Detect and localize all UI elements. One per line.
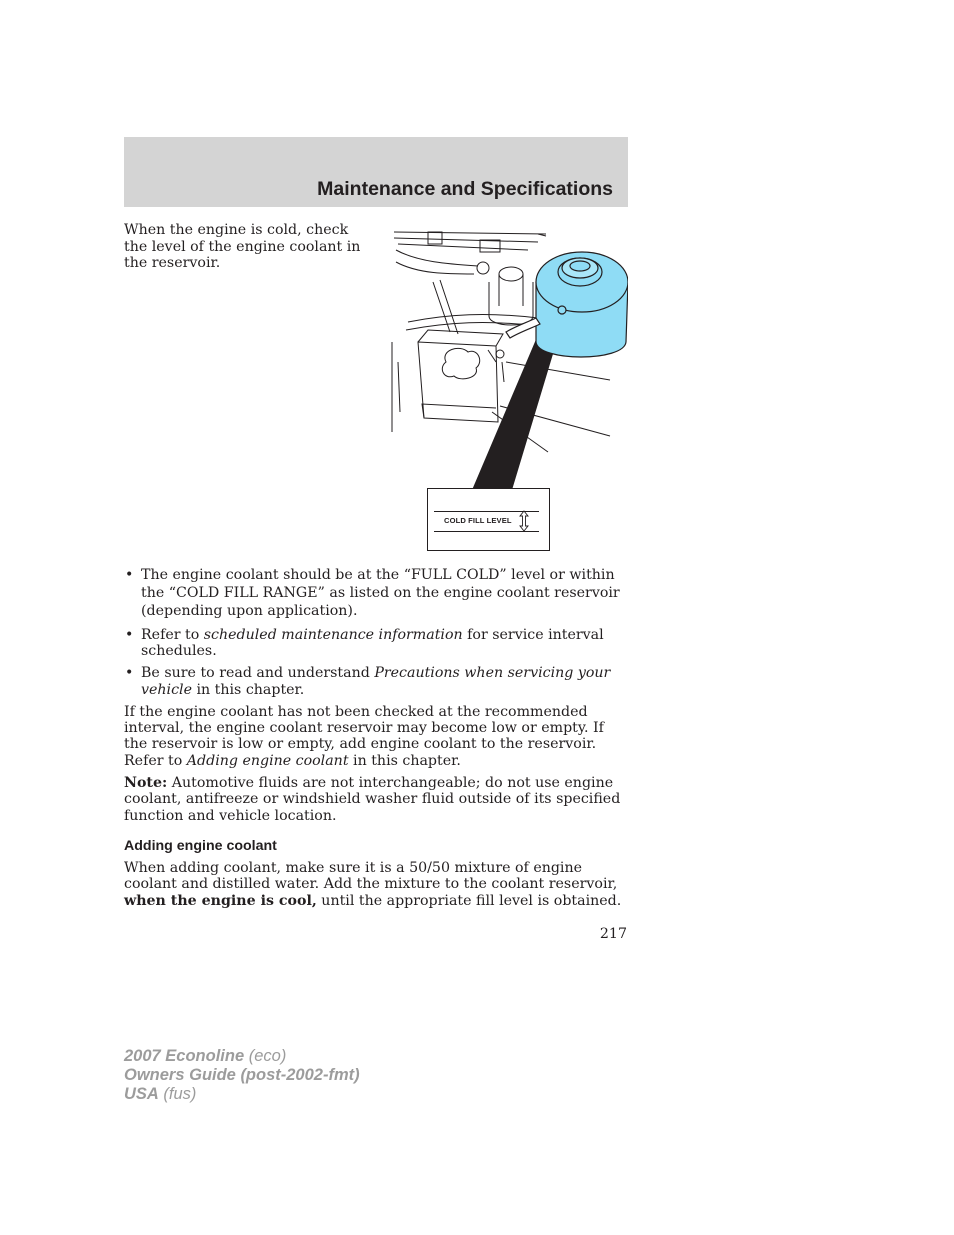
page-number: 217 xyxy=(599,926,627,942)
footer-market: USA xyxy=(124,1085,159,1103)
adding-coolant-paragraph xyxy=(124,860,629,909)
paragraph-text: If the engine coolant has not been checked at the recommended interval, the engine coolant reservoir may become low or empty. If the reservoir is low or empty, add engine coolant to the reservoir. Refer to xyxy=(124,703,604,769)
footer-line-3 xyxy=(124,1085,360,1104)
paragraph-text: When adding coolant, make sure it is a 50/50 mixture of engine coolant and distilled water. Add the mixture to the coolant reservoir, xyxy=(124,860,618,893)
footer-model: 2007 Econoline xyxy=(124,1047,245,1065)
footer-guide: Owners Guide (post-2002-fmt) xyxy=(124,1066,360,1084)
bullet-text: Refer to xyxy=(141,626,204,643)
cold-fill-level-label: COLD FILL LEVEL xyxy=(444,516,512,525)
section-header-band xyxy=(124,137,628,207)
bullet-text: The engine coolant should be at the “FULL COLD” level or within the “COLD FILL RANGE” as listed on the engine coolant reservoir (depending upon application). xyxy=(141,567,620,620)
footer-line-1 xyxy=(124,1047,360,1066)
footer-model-code: (eco) xyxy=(244,1047,287,1065)
bullet-text: Be sure to read and understand xyxy=(141,665,375,682)
note-paragraph xyxy=(124,775,629,824)
intro-paragraph: When the engine is cold, check the level of the engine coolant in the reservoir. xyxy=(124,222,361,271)
note-label: Note: xyxy=(124,774,168,791)
reservoir-low-paragraph xyxy=(124,704,629,769)
subheading: Adding engine coolant xyxy=(124,837,277,854)
paragraph-emphasis: when the engine is cool, xyxy=(124,892,317,909)
paragraph-text: in this chapter. xyxy=(348,752,461,769)
note-text: Automotive fluids are not interchangeable; do not use engine coolant, antifreeze or windshield washer fluid outside of its specified function and vehicle location. xyxy=(124,774,621,824)
bullet-item xyxy=(124,627,629,660)
body-text xyxy=(124,566,629,915)
bullet-item xyxy=(124,566,629,621)
footer-market-code: (fus) xyxy=(158,1085,197,1103)
cold-fill-level-callout xyxy=(427,488,550,551)
bullet-text: in this chapter. xyxy=(191,681,305,698)
bullet-text: for service interval schedules. xyxy=(141,626,604,659)
bullet-reference: Precautions when servicing your vehicle xyxy=(141,665,611,698)
double-arrow-icon xyxy=(519,510,529,532)
bullet-reference: scheduled maintenance information xyxy=(203,626,463,643)
document-footer xyxy=(124,1047,360,1104)
bullet-item xyxy=(124,665,629,698)
section-title: Maintenance and Specifications xyxy=(317,178,613,200)
paragraph-text: until the appropriate fill level is obtained. xyxy=(316,892,622,909)
footer-line-2 xyxy=(124,1066,360,1085)
bullet-list xyxy=(124,566,629,698)
paragraph-reference: Adding engine coolant xyxy=(186,752,349,769)
